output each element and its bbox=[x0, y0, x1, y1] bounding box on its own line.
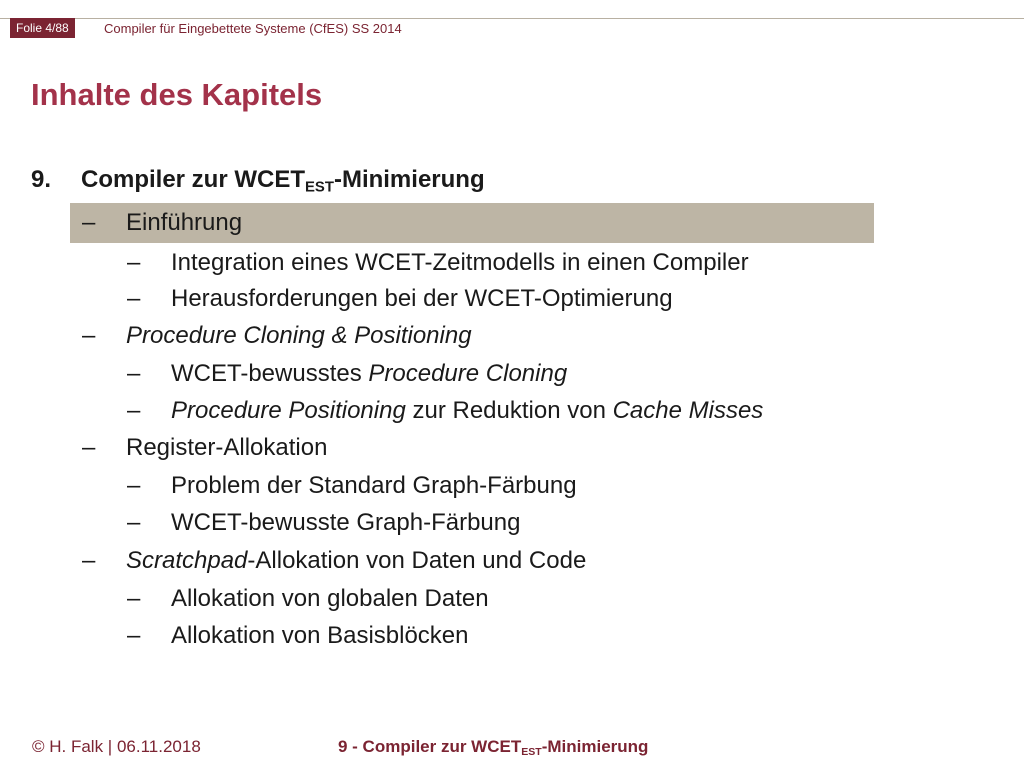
bullet-dash: – bbox=[127, 622, 141, 649]
item-text-part: Allokation von globalen Daten bbox=[171, 585, 489, 612]
item-text bbox=[171, 360, 567, 388]
bullet-dash: – bbox=[127, 509, 141, 536]
item-text-part: Problem der Standard Graph-Färbung bbox=[171, 472, 577, 499]
bullet-dash: – bbox=[127, 360, 141, 387]
bullet-dash: – bbox=[127, 285, 141, 312]
bullet-dash: – bbox=[82, 209, 96, 236]
item-text-part: Procedure Cloning bbox=[368, 360, 568, 387]
bullet-dash: – bbox=[82, 322, 96, 349]
item-text bbox=[171, 472, 577, 500]
bullet-dash: – bbox=[127, 585, 141, 612]
chapter-title-main: Compiler zur WCET bbox=[81, 166, 306, 193]
item-text-part: -Allokation von Daten und Code bbox=[247, 547, 587, 574]
course-title: Compiler für Eingebettete Systeme (CfES) SS 2014 bbox=[104, 21, 402, 36]
footer-author-date: © H. Falk | 06.11.2018 bbox=[32, 737, 201, 756]
item-text bbox=[171, 397, 763, 425]
item-text bbox=[126, 434, 327, 462]
bullet-dash: – bbox=[82, 434, 96, 461]
item-text-part: Scratchpad bbox=[126, 547, 248, 574]
footer-chapter-title bbox=[338, 737, 648, 757]
header-rule bbox=[0, 18, 1024, 19]
item-text bbox=[126, 209, 242, 237]
item-text bbox=[126, 322, 472, 350]
item-text-part: WCET-bewusste Graph-Färbung bbox=[171, 509, 521, 536]
item-text-part: Integration eines WCET-Zeitmodells in einen Compiler bbox=[171, 249, 749, 276]
footer-chapter-main: 9 - Compiler zur WCET bbox=[338, 737, 522, 756]
item-text bbox=[171, 622, 469, 650]
item-text-part: Allokation von Basisblöcken bbox=[171, 622, 469, 649]
chapter-number: 9. bbox=[31, 166, 52, 193]
item-text-part: WCET-bewusstes bbox=[171, 360, 369, 387]
item-text-part: Procedure Cloning & Positioning bbox=[126, 322, 472, 349]
item-text bbox=[171, 585, 489, 613]
footer-chapter-subscript: EST bbox=[521, 746, 542, 759]
bullet-dash: – bbox=[127, 397, 141, 424]
slide-title: Inhalte des Kapitels bbox=[31, 77, 323, 112]
bullet-dash: – bbox=[127, 472, 141, 499]
chapter-title-suffix: -Minimierung bbox=[333, 166, 485, 193]
footer-chapter-suffix: -Minimierung bbox=[541, 737, 649, 756]
item-text-part: Procedure Positioning bbox=[171, 397, 406, 424]
chapter-title bbox=[81, 166, 485, 194]
item-text-part: zur Reduktion von bbox=[405, 397, 613, 424]
item-text-part: Herausforderungen bei der WCET-Optimierung bbox=[171, 285, 673, 312]
chapter-title-subscript: EST bbox=[305, 179, 334, 196]
slide-number-badge: Folie 4/88 bbox=[10, 18, 75, 38]
bullet-dash: – bbox=[127, 249, 141, 276]
item-text-part: Register-Allokation bbox=[126, 434, 328, 461]
item-text-part: Cache Misses bbox=[612, 397, 764, 424]
item-text bbox=[171, 249, 749, 277]
bullet-dash: – bbox=[82, 547, 96, 574]
item-text-part: Einführung bbox=[126, 209, 243, 236]
item-text bbox=[126, 547, 586, 575]
item-text bbox=[171, 509, 520, 537]
item-text bbox=[171, 285, 673, 313]
